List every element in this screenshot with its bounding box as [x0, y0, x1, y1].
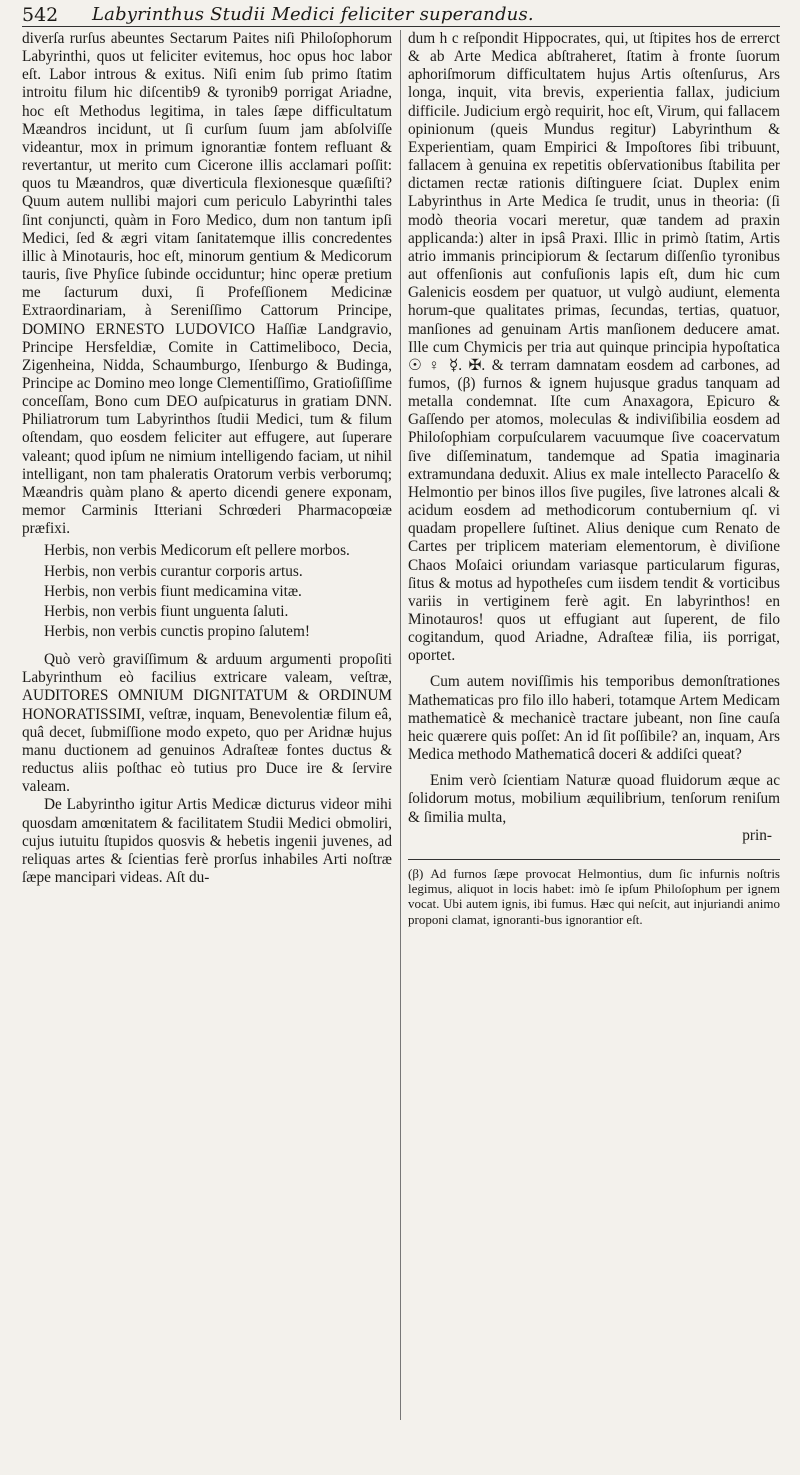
- footnote-rule: [408, 859, 780, 860]
- right-paragraph-3: Enim verò ſcientiam Naturæ quoad fluidorum æque ac ſolidorum motus, mobilium æquilibrium, tenſorum reniſum & ſimilia multa,: [408, 772, 780, 826]
- verse-block: [44, 542, 392, 641]
- verse-line: Herbis, non verbis curantur corporis artus.: [44, 562, 303, 580]
- page-number: 542: [22, 4, 59, 26]
- running-head: Labyrinthus Studii Medici feliciter superandus.: [92, 4, 534, 25]
- left-column: [22, 30, 392, 1450]
- verse-line: Herbis, non verbis cunctis propino ſalutem!: [44, 623, 310, 640]
- right-paragraph-1: dum h c reſpondit Hippocrates, qui, ut ſtipites hos de errerct & ab Arte Medica abſtraheret, ſtatim à fronte ſuorum aphoriſmorum difficultatem hujus Artis oſtenſurus, Ars longa, inquit, vita brevis, experientia fallax, judicium difficile. Judicium ergò requirit, hoc eſt, Virum, qui fallacem opinionum (queis Mundus regitur) Labyrinthum & Experientiam, quam Empirici & Impoſtores ſibi tribuunt, fallacem à genuina ex repetitis obſervationibus ſtabilita per dictamen rectæ rationis diſtinguere ſciat. Duplex enim Labyrinthus in Arte Medica ſe trudit, unus in theoria: (ſi modò theoria vocari meretur, quæ tandem ad praxin applicanda:) alter in ipsâ Praxi. Illic in primò ſtatim, Artis atrio immanis principiorum & ſectarum diſſenſio tyronibus aut offenſionis aut confuſionis lapis eſt, dum hic cum Galenicis eosdem per quatuor, ut vulgò audiunt, elementa horum-que qualitates primas, ſecundas, tertias, quatuor, manſiones ad genuinam Artis manſionem deducere amat. Ille cum Chymicis per tria aut quinque principia hypoſtatica ☉ ♀ ☿. ✠. & terram damnatam eosdem ad carbones, ad fumos, (β) furnos & ignem hujusque gradus tanquam ad metalla condemnat. Iſte cum Anaxagora, Epicuro & Gaſſendo per atomos, moleculas & indiviſibilia eosdem ad Philoſophiam corpuſcularem vacuumque ſive coacervatum ſive diſſeminatum, tandemque ad Spatia imaginaria extramundana deduxit. Alius ex male intellecto Paracelſo & Helmontio per binos illos ſive pugiles, ſive latrones alcali & acidum eosdem ad methodicorum contubernium qſ. vi quadam propellere ſuſtinet. Alius denique cum Renato de Cartes per triplicem materiam elementorum, è diviſione Chaos Moſaici oriundam variasque particularum figuras, ſitus & motus ad hypotheſes cum iisdem tendit & vorticibus variis in vertiginem ferè agit. En labyrinthos! en Minotauros! quos ut effugiant aut ſuperent, de filo cogitandum, quod Ariadne, Adraſteæ filia, iis porrigat, oportet.: [408, 30, 780, 665]
- page-header: [22, 2, 780, 27]
- right-paragraph-2: Cum autem noviſſimis his temporibus demonſtrationes Mathematicas pro filo illo haberi, totamque Artem Medicam mathematicè & mechanicè tractare jubeant, non ſine cauſa heic quærere quis poſſet: An id ſit poſſibile? an, inquam, Ars Medica methodo Mathematicâ doceri & addiſci queat?: [408, 673, 780, 764]
- verse-line: Herbis, non verbis fiunt medicamina vitæ.: [44, 582, 302, 600]
- left-paragraph-3: De Labyrintho igitur Artis Medicæ dicturus videor mihi quosdam amœnitatem & facilitatem Studii Medici obmoliri, cujus iutuitu ſtupidos quosvis & hebetis ingenii juvenes, ad reliquas artes & ſcientias ferè prorſus inhabiles Arti noſtræ ſæpe mancipari videas. Aſt du-: [22, 796, 392, 887]
- right-column: [408, 30, 780, 1450]
- left-paragraph-2: Quò verò graviſſimum & arduum argumenti propoſiti Labyrinthum eò facilius extricare valeam, veſtræ, AUDITORES OMNIUM DIGNITATUM & ORDINUM HONORATISSIMI, veſtræ, inquam, Benevolentiæ filum eâ, quâ decet, ſubmiſſione modo expeto, quo per Aridnæ hujus manu ductionem ad genuinos Adraſteæ fontes ductus & reductus aliis poſthac eò tutius pro Duce ire & ſervire valeam.: [22, 651, 392, 796]
- verse-line: Herbis, non verbis Medicorum eſt pellere morbos.: [44, 542, 350, 560]
- column-divider: [400, 30, 401, 1420]
- footnote: (β) Ad furnos ſæpe provocat Helmontius, dum ſic infurnis noſtris legimus, aliquot in locis habet: imò ſe ipſum Philoſophum per ignem vocat. Ubi autem ignis, ibi fumus. Hæc qui neſcit, aut injuriandi animo proponi clamat, ignoranti-bus ignorantior eſt.: [408, 865, 780, 927]
- catchword: prin-: [742, 826, 772, 844]
- left-paragraph-1: diverſa rurſus abeuntes Sectarum Paites niſi Philoſophorum Labyrinthi, quos ut feliciter evitemus, hoc opus hoc labor eſt. Labor introus & exitus. Niſi enim ſub primo ſtatim introitu filum hic diſcentib9 & tyronib9 porrigat Ariadne, hoc eſt Methodus legitima, in tales ſæpe difficultatum Mæandros incidunt, ut ſi curſum ſuum jam abſolviſſe videantur, mox in primum ignorantiæ fontem refluant & revertantur, ut merito cum Cicerone illis acclamari poſſit: quos tu Mæandros, quæ diverticula flexionesque quæſiſti? Quum autem nullibi majori cum periculo Labyrinthi tales ſint conjuncti, quàm in Foro Medico, dum non tantum ipſi Medici, ſed & ægri vitam ſanitatemque illis concredentes illic à Minotauris, hoc eſt, minorum gentium & Medicorum tauris, ſive Phyſice ſubinde occiduntur; hinc operæ pretium me ſacturum duxi, ſi Profeſſionem Medicinæ Extraordinariam, à Sereniſſimo Cattorum Principe, DOMINO ERNESTO LUDOVICO Haſſiæ Landgravio, Principe Hersfeldiæ, Comite in Cattimeliboco, Decia, Zigenheina, Nidda, Schaumburgo, Iſenburgo & Budinga, Principe ac Domino meo longe Clementiſſimo, Gratioſiſſime conceſſam, Bono cum DEO auſpicaturus in gratiam DNN. Philiatrorum tum Labyrinthos ſtudii Medici, tum & filum oſtendam, quo eosdem feliciter aut effugere, aut ſuperare valeant; quod ipſum ne nimium intelligendo faciam, ut nihil intelligant, non tam phaleratis Oratorum verbis verborumq; Mæandris quàm plano & aperto dicendi genere exponam, memor Carminis Itteriani Schrœderi Pharmacopœiæ præfixi.: [22, 30, 392, 538]
- verse-line: Herbis, non verbis fiunt unguenta ſaluti.: [44, 602, 289, 620]
